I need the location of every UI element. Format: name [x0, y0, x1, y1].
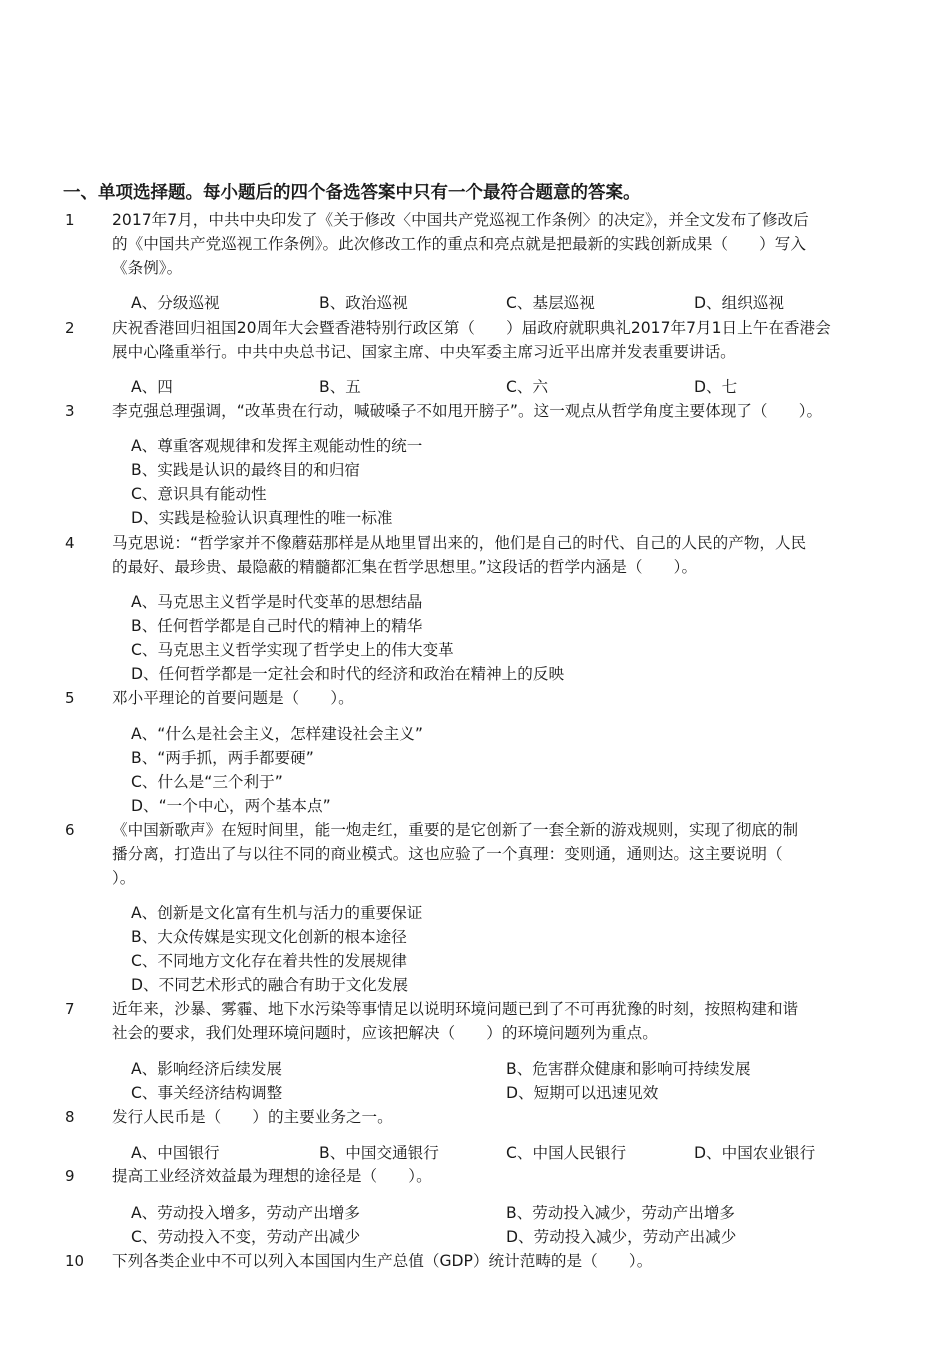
question-number: 9 — [65, 1167, 75, 1185]
question-text-line: 社会的要求，我们处理环境问题时，应该把解决（ ）的环境问题列为重点。 — [112, 1024, 658, 1042]
question-number: 5 — [65, 689, 75, 707]
answer-option[interactable]: C、不同地方文化存在着共性的发展规律 — [131, 952, 407, 970]
question-text-line: ）。 — [112, 869, 136, 887]
answer-option[interactable]: B、任何哲学都是自己时代的精神上的精华 — [131, 617, 423, 635]
question-number: 3 — [65, 402, 75, 420]
question-text-line: 《条例》。 — [112, 259, 183, 277]
answer-option[interactable]: B、实践是认识的最终目的和归宿 — [131, 461, 361, 479]
answer-option[interactable]: A、创新是文化富有生机与活力的重要保证 — [131, 904, 423, 922]
question-text-line: 李克强总理强调，“改革贵在行动，喊破嗓子不如甩开膀子”。这一观点从哲学角度主要体现了（ ）。 — [112, 402, 823, 420]
answer-option[interactable]: C、中国人民银行 — [506, 1144, 627, 1162]
answer-option[interactable]: A、“什么是社会主义，怎样建设社会主义” — [131, 725, 423, 743]
question-number: 4 — [65, 534, 75, 552]
answer-option[interactable]: B、危害群众健康和影响可持续发展 — [506, 1060, 751, 1078]
question-number: 6 — [65, 821, 75, 839]
answer-option[interactable]: A、马克思主义哲学是时代变革的思想结晶 — [131, 593, 423, 611]
question-text-line: 近年来，沙暴、雾霾、地下水污染等事情足以说明环境问题已到了不可再犹豫的时刻，按照构建和谐 — [112, 1000, 799, 1018]
question-text-line: 提高工业经济效益最为理想的途径是（ ）。 — [112, 1167, 432, 1185]
question-number: 10 — [65, 1252, 85, 1270]
answer-option[interactable]: A、四 — [131, 378, 173, 396]
question-number: 8 — [65, 1108, 75, 1126]
answer-option[interactable]: B、政治巡视 — [319, 294, 408, 312]
question-text-line: 2017年7月，中共中央印发了《关于修改〈中国共产党巡视工作条例〉的决定》，并全文发布了修改后 — [112, 211, 809, 229]
answer-option[interactable]: D、七 — [694, 378, 738, 396]
answer-option[interactable]: A、分级巡视 — [131, 294, 220, 312]
question-text-line: 的《中国共产党巡视工作条例》。此次修改工作的重点和亮点就是把最新的实践创新成果（ ）写入 — [112, 235, 806, 253]
answer-option[interactable]: D、劳动投入减少，劳动产出减少 — [506, 1228, 737, 1246]
question-text-line: 发行人民币是（ ）的主要业务之一。 — [112, 1108, 393, 1126]
answer-option[interactable]: C、六 — [506, 378, 549, 396]
answer-option[interactable]: C、马克思主义哲学实现了哲学史上的伟大变革 — [131, 641, 454, 659]
section-title: 一、单项选择题。每小题后的四个备选答案中只有一个最符合题意的答案。 — [63, 183, 641, 203]
answer-option[interactable]: D、实践是检验认识真理性的唯一标准 — [131, 509, 393, 527]
question-text-line: 庆祝香港回归祖国20周年大会暨香港特别行政区第（ ）届政府就职典礼2017年7月1日上午在香港会 — [112, 319, 831, 337]
question-text-line: 邓小平理论的首要问题是（ ）。 — [112, 689, 354, 707]
answer-option[interactable]: A、中国银行 — [131, 1144, 220, 1162]
answer-option[interactable]: C、劳动投入不变，劳动产出减少 — [131, 1228, 361, 1246]
question-text-line: 展中心隆重举行。中共中央总书记、国家主席、中央军委主席习近平出席并发表重要讲话。 — [112, 343, 736, 361]
question-number: 7 — [65, 1000, 75, 1018]
answer-option[interactable]: D、“一个中心，两个基本点” — [131, 797, 331, 815]
question-text-line: 的最好、最珍贵、最隐蔽的精髓都汇集在哲学思想里。”这段话的哲学内涵是（ ）。 — [112, 558, 698, 576]
answer-option[interactable]: B、劳动投入减少，劳动产出增多 — [506, 1204, 736, 1222]
answer-option[interactable]: D、中国农业银行 — [694, 1144, 816, 1162]
answer-option[interactable]: D、组织巡视 — [694, 294, 784, 312]
answer-option[interactable]: C、什么是“三个利于” — [131, 773, 283, 791]
answer-option[interactable]: C、意识具有能动性 — [131, 485, 267, 503]
answer-option[interactable]: D、不同艺术形式的融合有助于文化发展 — [131, 976, 409, 994]
answer-option[interactable]: A、劳动投入增多，劳动产出增多 — [131, 1204, 360, 1222]
question-text-line: 《中国新歌声》在短时间里，能一炮走红，重要的是它创新了一套全新的游戏规则，实现了彻底的制 — [112, 821, 799, 839]
answer-option[interactable]: D、任何哲学都是一定社会和时代的经济和政治在精神上的反映 — [131, 665, 565, 683]
question-number: 2 — [65, 319, 75, 337]
question-number: 1 — [65, 211, 75, 229]
answer-option[interactable]: C、基层巡视 — [506, 294, 595, 312]
answer-option[interactable]: D、短期可以迅速见效 — [506, 1084, 659, 1102]
answer-option[interactable]: B、“两手抓，两手都要硬” — [131, 749, 314, 767]
answer-option[interactable]: B、中国交通银行 — [319, 1144, 439, 1162]
question-text-line: 马克思说：“哲学家并不像蘑菇那样是从地里冒出来的，他们是自己的时代、自己的人民的产物，人民 — [112, 534, 807, 552]
answer-option[interactable]: A、尊重客观规律和发挥主观能动性的统一 — [131, 437, 423, 455]
answer-option[interactable]: A、影响经济后续发展 — [131, 1060, 283, 1078]
answer-option[interactable]: B、五 — [319, 378, 361, 396]
answer-option[interactable]: B、大众传媒是实现文化创新的根本途径 — [131, 928, 407, 946]
question-text-line: 播分离，打造出了与以往不同的商业模式。这也应验了一个真理：变则通，通则达。这主要说明（ — [112, 845, 783, 863]
answer-option[interactable]: C、事关经济结构调整 — [131, 1084, 283, 1102]
question-text-line: 下列各类企业中不可以列入本国国内生产总值（GDP）统计范畴的是（ ）。 — [112, 1252, 653, 1270]
